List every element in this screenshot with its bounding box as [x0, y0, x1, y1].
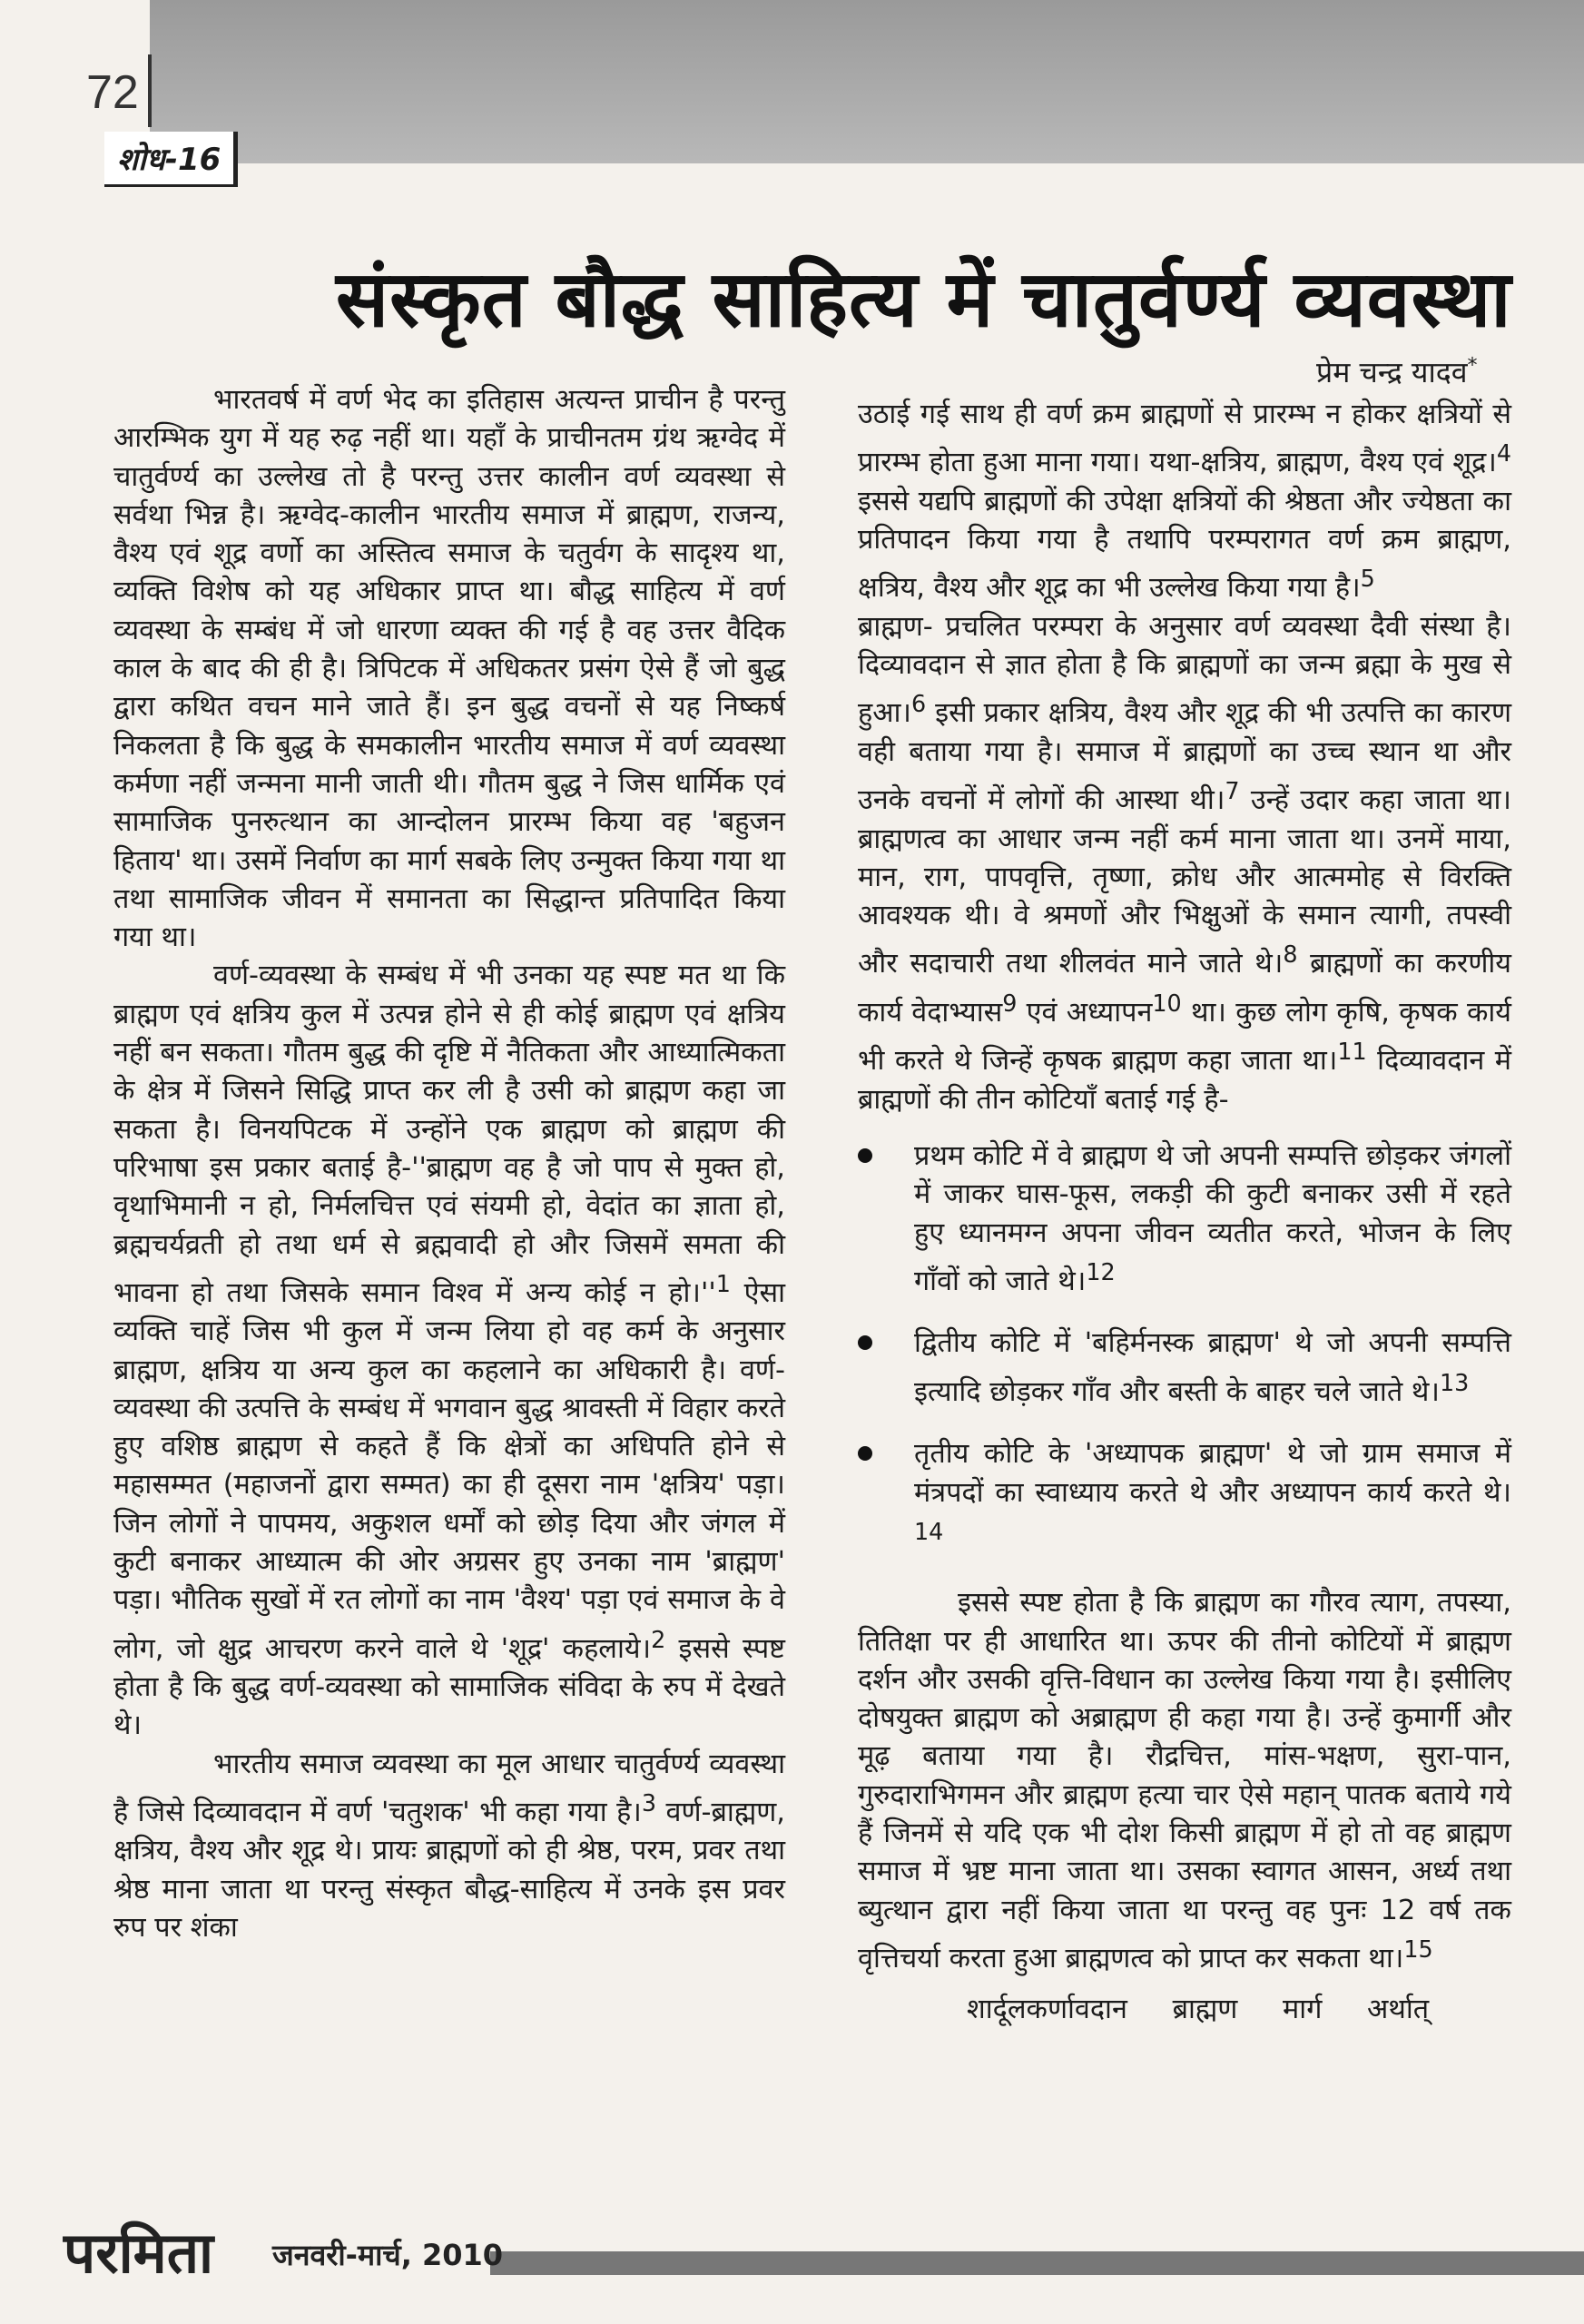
- bullet-icon: [858, 1148, 872, 1163]
- left-p2-text-a: वर्ण-व्यवस्था के सम्बंध में भी उनका यह स्पष्ट मत था कि ब्राह्मण एवं क्षत्रिय कुल में उत्पन्न होने से ही कोई ब्राह्मण एवं क्षत्रिय नहीं बन सकता। गौतम बुद्ध की दृष्टि में नैतिकता और आध्यात्मिकता के क्षेत्र में जिसने सिद्धि प्राप्त कर ली है उसी को ब्राह्मण कहा जा सकता है। विनयपिटक में उन्होंने एक ब्राह्मण को ब्राह्मण की परिभाषा इस प्रकार बताई है-''ब्राह्मण वह है जो पाप से मुक्त हो, वृथाभिमानी न हो, निर्मलचित्त एवं संयमी हो, वेदांत का ज्ञाता हो, ब्रह्मचर्यव्रती हो तथा धर्म से ब्रह्मवादी हो और जिसमें समता की भावना हो तथा जिसके समान विश्व में अन्य कोई न हो।'': [113, 960, 785, 1309]
- right-p2-text-b: इसी प्रकार क्षत्रिय, वैश्य और शूद्र की भी उत्पत्ति का कारण वही बताया गया है। समाज में ब्राह्मणों का उच्च स्थान था और उनके वचनों में लोगों की आस्था थी।: [858, 697, 1511, 817]
- left-p3-text-a: भारतीय समाज व्यवस्था का मूल आधार चातुर्वर्ण्य व्यवस्था है जिसे दिव्यावदान में वर्ण 'चतुशक' भी कहा गया है।: [113, 1748, 785, 1829]
- footnote-ref-11: 11: [1337, 1038, 1367, 1066]
- footnote-ref-8: 8: [1283, 940, 1298, 969]
- page-number-rule: [148, 54, 152, 127]
- footnote-ref-15: 15: [1403, 1935, 1433, 1963]
- right-p2-text-c: उन्हें उदार कहा जाता था। ब्राह्मणत्व का आधार जन्म नहीं कर्म माना जाता था। उनमें माया, मान, राग, पापवृत्ति, तृष्णा, क्रोध और आत्ममोह से विरक्ति आवश्यक थी। वे श्रमणों और भिक्षुओं के समान त्यागी, तपस्वी और सदाचारी तथा शीलवंत माने जाते थे।: [858, 784, 1511, 980]
- footnote-ref-13: 13: [1439, 1368, 1470, 1396]
- left-column: [113, 381, 785, 1947]
- right-paragraph-4: शार्दूलकर्णावदान ब्राह्मण मार्ग अर्थात्: [967, 1994, 1430, 2026]
- bullet-text-1: प्रथम कोटि में वे ब्राह्मण थे जो अपनी सम्पत्ति छोड़कर जंगलों में जाकर घास-फूस, लकड़ी की कुटी बनाकर उसी में रहते हुए ध्यानमग्न अपना जीवन व्यतीत करते, भोजन के लिए गाँवों को जाते थे।: [914, 1140, 1511, 1298]
- footnote-ref-5: 5: [1360, 565, 1375, 593]
- bullet-text-2: द्वितीय कोटि में 'बहिर्मनस्क ब्राह्मण' थे जो अपनी सम्पत्ति इत्यादि छोड़कर गाँव और बस्ती के बाहर चले जाते थे।: [914, 1327, 1511, 1408]
- footnote-ref-3: 3: [641, 1789, 657, 1817]
- right-paragraph-1: [858, 396, 1511, 608]
- brahmin-categories-list: [858, 1137, 1511, 1561]
- right-p2-text-d: ब्राह्मणों का करणीय कार्य वेदाभ्यास: [858, 948, 1511, 1029]
- bullet-text-3: तृतीय कोटि के 'अध्यापक ब्राह्मण' थे जो ग्राम समाज में मंत्रपदों का स्वाध्याय करते थे और अध्यापन कार्य करते थे।: [914, 1438, 1511, 1509]
- article-title: संस्कृत बौद्ध साहित्य में चातुर्वर्ण्य व्यवस्था: [336, 253, 1512, 345]
- bullet-icon: [858, 1335, 872, 1350]
- right-paragraph-2: [858, 608, 1511, 1119]
- list-item: [858, 1324, 1511, 1412]
- left-p2-text-b: ऐसा व्यक्ति चाहें जिस भी कुल में जन्म लिया हो वह कर्म के अनुसार ब्राह्मण, क्षत्रिय या अन्य कुल का कहलाने का अधिकारी है। वर्ण-व्यवस्था की उत्पत्ति के सम्बंध में भगवान बुद्ध श्रावस्ती में विहार करते हुए वशिष्ठ ब्राह्मण से कहते हैं कि क्षेत्रों का अधिपति होने से महासम्मत (महाजनों द्वारा सम्मत) का ही दूसरा नाम 'क्षत्रिय' पड़ा। जिन लोगों ने पापमय, अकुशल धर्मों को छोड़ दिया और जंगल में कुटी बनाकर आध्यात्म की ओर अग्रसर हुए उनका नाम 'ब्राह्मण' पड़ा। भौतिक सुखों में रत लोगों का नाम 'वैश्य' पड़ा एवं समाज के वे लोग, जो क्षुद्र आचरण करने वाले थे 'शूद्र' कहलाये।: [113, 1276, 785, 1665]
- issue-date: जनवरी-मार्च, 2010: [272, 2238, 504, 2272]
- right-paragraph-3: [858, 1584, 1511, 1978]
- footnote-ref-14: 14: [914, 1517, 944, 1545]
- footnote-ref-6: 6: [910, 690, 927, 718]
- section-label: शोध-16: [104, 132, 238, 187]
- footnote-ref-9: 9: [1002, 989, 1018, 1017]
- left-paragraph-3: [113, 1746, 785, 1948]
- footer-band: [490, 2251, 1584, 2275]
- list-item: [858, 1137, 1511, 1301]
- left-p2-text-c: इससे स्पष्ट होता है कि बुद्ध वर्ण-व्यवस्था को सामाजिक संविदा के रुप में देखते थे।: [113, 1632, 785, 1742]
- right-p2-text-g: दिव्यावदान में ब्राह्मणों की तीन कोटियाँ बताई गई है-: [858, 1045, 1511, 1116]
- footnote-ref-1: 1: [715, 1269, 731, 1297]
- footnote-ref-10: 10: [1152, 989, 1182, 1017]
- right-p1-text-b: इससे यद्यपि ब्राह्मणों की उपेक्षा क्षत्रियों की श्रेष्ठता और ज्येष्ठता का प्रतिपादन किया गया है तथापि परम्परागत वर्ण क्रम ब्राह्मण, क्षत्रिय, वैश्य और शूद्र का भी उल्लेख किया गया है।: [858, 485, 1511, 605]
- footnote-ref-2: 2: [651, 1625, 666, 1653]
- footnote-ref-4: 4: [1496, 439, 1511, 468]
- list-item: [858, 1435, 1511, 1561]
- right-p1-text-a: उठाई गई साथ ही वर्ण क्रम ब्राह्मणों से प्रारम्भ न होकर क्षत्रियों से प्रारम्भ होता हुआ माना गया। यथा-क्षत्रिय, ब्राह्मण, वैश्य एवं शूद्र।: [858, 399, 1511, 479]
- right-p2-text-f: था। कुछ लोग कृषि, कृषक कार्य भी करते थे जिन्हें कृषक ब्राह्मण कहा जाता था।: [858, 997, 1511, 1078]
- right-column: [858, 396, 1511, 2030]
- footnote-ref-12: 12: [1086, 1258, 1116, 1286]
- footnote-ref-7: 7: [1225, 777, 1240, 805]
- bullet-icon: [858, 1446, 872, 1461]
- magazine-logo: परमिता: [64, 2220, 214, 2286]
- left-p3-text-b: वर्ण-ब्राह्मण, क्षत्रिय, वैश्य और शूद्र थे। प्रायः ब्राह्मणों को ही श्रेष्ठ, परम, प्रवर तथा श्रेष्ठ माना जाता था परन्तु संस्कृत बौद्ध-साहित्य में उनके इस प्रवर रुप पर शंका: [113, 1797, 785, 1945]
- author-footnote-mark: *: [1467, 354, 1478, 378]
- page-number: 72: [86, 66, 139, 119]
- author-text: प्रेम चन्द्र यादव: [1316, 355, 1468, 389]
- right-p2-text-a: ब्राह्मण- प्रचलित परम्परा के अनुसार वर्ण व्यवस्था दैवी संस्था है। दिव्यावदान से ज्ञात होता है कि ब्राह्मणों का जन्म ब्रह्मा के मुख से हुआ।: [858, 610, 1511, 730]
- right-p3-text-a: इससे स्पष्ट होता है कि ब्राह्मण का गौरव त्याग, तपस्या, तितिक्षा पर ही आधारित था। ऊपर की तीनो कोटियों में ब्राह्मण दर्शन और उसकी वृत्ति-विधान का उल्लेख किया गया है। इसीलिए दोषयुक्त ब्राह्मण को अब्राह्मण ही कहा गया है। उन्हें कुमार्गी और मूढ़ बताया गया है। रौद्रचित्त, मांस-भक्षण, सुरा-पान, गुरुदाराभिगमन और ब्राह्मण हत्या चार ऐसे महान् पातक बताये गये हैं जिनमें से यदि एक भी दोश किसी ब्राह्मण में हो तो वह ब्राह्मण समाज में भ्रष्ट माना जाता था। उसका स्वागत आसन, अर्ध्य तथा ब्युत्थान द्वारा नहीं किया जाता था परन्तु वह पुनः 12 वर्ष तक वृत्तिचर्या करता हुआ ब्राह्मणत्व को प्राप्त कर सकता था।: [858, 1587, 1511, 1975]
- author-name: [1316, 352, 1478, 391]
- right-p2-text-e: एवं अध्यापन: [1017, 997, 1153, 1029]
- left-paragraph-2: [113, 957, 785, 1745]
- header-band: [150, 0, 1584, 163]
- left-paragraph-1: भारतवर्ष में वर्ण भेद का इतिहास अत्यन्त प्राचीन है परन्तु आरम्भिक युग में यह रुढ़ नहीं था। यहाँ के प्राचीनतम ग्रंथ ऋग्वेद में चातुर्वर्ण्य का उल्लेख तो है परन्तु उत्तर कालीन वर्ण व्यवस्था से सर्वथा भिन्न है। ऋग्वेद-कालीन भारतीय समाज में ब्राह्मण, राजन्य, वैश्य एवं शूद्र वर्णो का अस्तित्व समाज के चतुर्वग के सादृश्य था, व्यक्ति विशेष को यह अधिकार प्राप्त था। बौद्ध साहित्य में वर्ण व्यवस्था के सम्बंध में जो धारणा व्यक्त की गई है वह उत्तर वैदिक काल के बाद की ही है। त्रिपिटक में अधिकतर प्रसंग ऐसे हैं जो बुद्ध द्वारा कथित वचन माने जाते हैं। इन बुद्ध वचनों से यह निष्कर्ष निकलता है कि बुद्ध के समकालीन भारतीय समाज में वर्ण व्यवस्था कर्मणा नहीं जन्मना मानी जाती थी। गौतम बुद्ध ने जिस धार्मिक एवं सामाजिक पुनरुत्थान का आन्दोलन प्रारम्भ किया वह 'बहुजन हिताय' था। उसमें निर्वाण का मार्ग सबके लिए उन्मुक्त किया गया था तथा सामाजिक जीवन में समानता का सिद्धान्त प्रतिपादित किया गया था।: [113, 384, 785, 954]
